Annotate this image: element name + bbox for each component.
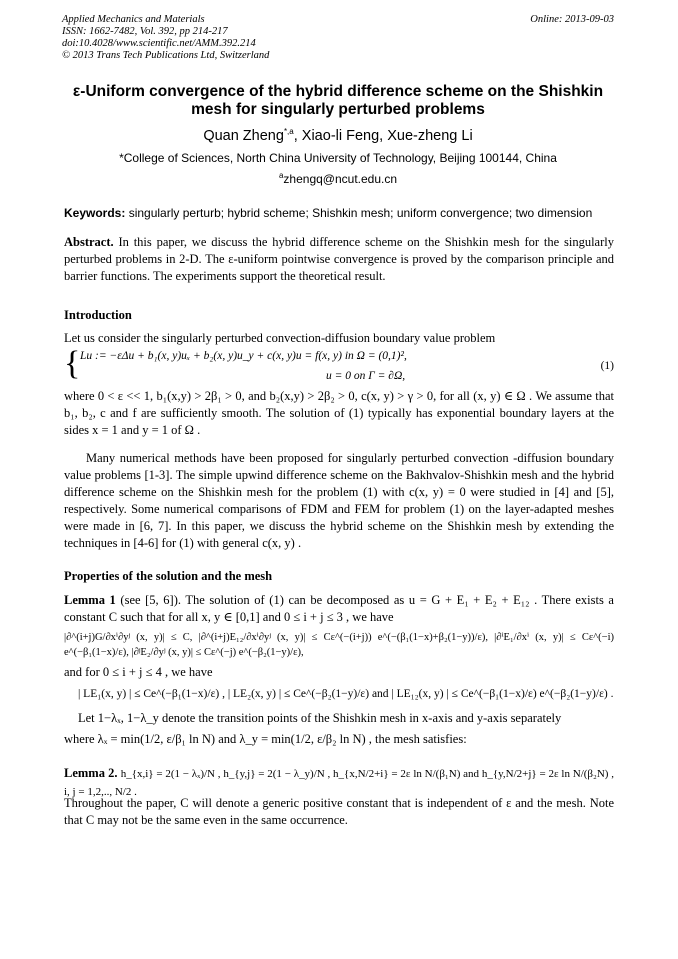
equation-1: { Lu := −εΔu + b₁(x, y)uₓ + b₂(x, y)u_y + c(x, y)u = f(x, y) in Ω = (0,1)², u = 0 on Γ = ∂Ω, (1) [64, 345, 614, 382]
paper-title: ε-Uniform convergence of the hybrid difference scheme on the Shishkin mesh for singularly perturbed problems [72, 83, 604, 118]
affiliation: *College of Sciences, North China University of Technology, Beijing 100144, China [119, 151, 557, 165]
copyright: © 2013 Trans Tech Publications Ltd, Switzerland [62, 50, 270, 61]
intro-sentence: Let us consider the singularly perturbed convection-diffusion boundary value problem [64, 331, 496, 345]
keywords: Keywords: singularly perturb; hybrid scheme; Shishkin mesh; uniform convergence; two dimension [64, 206, 593, 220]
page-header [62, 14, 614, 62]
for-line: and for 0 ≤ i + j ≤ 4 , we have [64, 665, 213, 679]
issn: ISSN: 1662-7482, Vol. 392, pp 214-217 [62, 26, 228, 37]
section-heading-properties: Properties of the solution and the mesh [64, 569, 273, 583]
closing-paragraph: Throughout the paper, C will denote a generic positive constant that is independent of ε and the mesh. Note that C may not be the same even in the same occurrence. [64, 796, 614, 827]
intro-paragraph-methods: Many numerical methods have been proposed for singularly perturbed convection -diffusion boundary value problems [1-3]. The simple upwind difference scheme on the Bakhvalov-Shishkin mesh and the hybrid difference scheme on the Shishkin mesh for the problem (1) with c(x, y) = 0 were studied in [4] and [5], respectively. Some numerical comparisons of FDM and FEM for problem (1) on the layer-adapted meshes were made in [6, 7]. In this paper, we discuss the hybrid scheme on the Shishkin mesh by extending the techniques in [4-6] for (1) with general c(x, y) . [64, 451, 614, 550]
authors: Quan Zheng$^{*,a}$, Xiao-li Feng, Xue-zheng Li [203, 127, 473, 144]
section-heading-introduction: Introduction [64, 308, 132, 322]
equation-number: (1) [600, 360, 614, 372]
email: $^a$zhengq@ncut.edu.cn [278, 171, 398, 186]
journal-name: Applied Mechanics and Materials [62, 14, 205, 25]
lemma-1-bounds: |∂^(i+j)G/∂xⁱ∂yʲ (x, y)| ≤ C, |∂^(i+j)E₁₂/∂xⁱ∂yʲ (x, y)| ≤ Cε^(−(i+j)) e^(−(β₁(1−x)+β₂(1−y))/ε), |∂ⁱE₁/∂xⁱ (x, y)| ≤ Cε^(−i) e^(−β₁(1−x)/ε), |∂ʲE₂/∂yʲ (x, y)| ≤ Cε^(−j) e^(−β₂(1−y)/ε), [64, 632, 614, 658]
lemma-2: Lemma 2. h_{x,i} = 2(1 − λₓ)/N , h_{y,j} = 2(1 − λ_y)/N , h_{x,N/2+i} = 2ε ln N/(β₁N) and h_{y,N/2+j} = 2ε ln N/(β₂N) , i, j = 1,2,.., N/2 . [64, 766, 615, 798]
online-date: Online: 2013-09-03 [530, 14, 614, 25]
lemma-1: Lemma 1 (see [5, 6]). The solution of (1) can be decomposed as u = G + E₁ + E₂ + E₁₂ . There exists a constant C such that for all x, y ∈ [0,1] and 0 ≤ i + j ≤ 3 , we have [64, 593, 614, 624]
lemma-1-bounds-2: | LE₁(x, y) | ≤ Ce^(−β₁(1−x)/ε) , | LE₂(x, y) | ≤ Ce^(−β₂(1−y)/ε) and | LE₁₂(x, y) | ≤ Ce^(−β₁(1−x)/ε) e^(−β₂(1−y)/ε) . [78, 688, 614, 700]
transition-points-line: Let 1−λₓ, 1−λ_y denote the transition points of the Shishkin mesh in x-axis and y-axis separately [78, 711, 562, 725]
abstract: Abstract. In this paper, we discuss the hybrid difference scheme on the Shishkin mesh for the singularly perturbed problems in 2-D. The ε-uniform pointwise convergence is proved by the comparison principle and barrier functions. The experiments support the theoretical result. [64, 235, 614, 283]
intro-paragraph-where: where 0 < ε << 1, b₁(x,y) > 2β₁ > 0, and b₂(x,y) > 2β₂ > 0, c(x, y) > γ > 0, for all (x, y) ∈ Ω . We assume that b₁, b₂, c and f are sufficiently smooth. The solution of (1) typically has exponential boundary layers at the sides x = 1 and y = 1 of Ω . [64, 389, 614, 437]
mesh-line: where λₓ = min(1/2, ε/β₁ ln N) and λ_y = min(1/2, ε/β₂ ln N) , the mesh satisfies: [64, 732, 467, 746]
doi: doi:10.4028/www.scientific.net/AMM.392.214 [62, 38, 256, 49]
